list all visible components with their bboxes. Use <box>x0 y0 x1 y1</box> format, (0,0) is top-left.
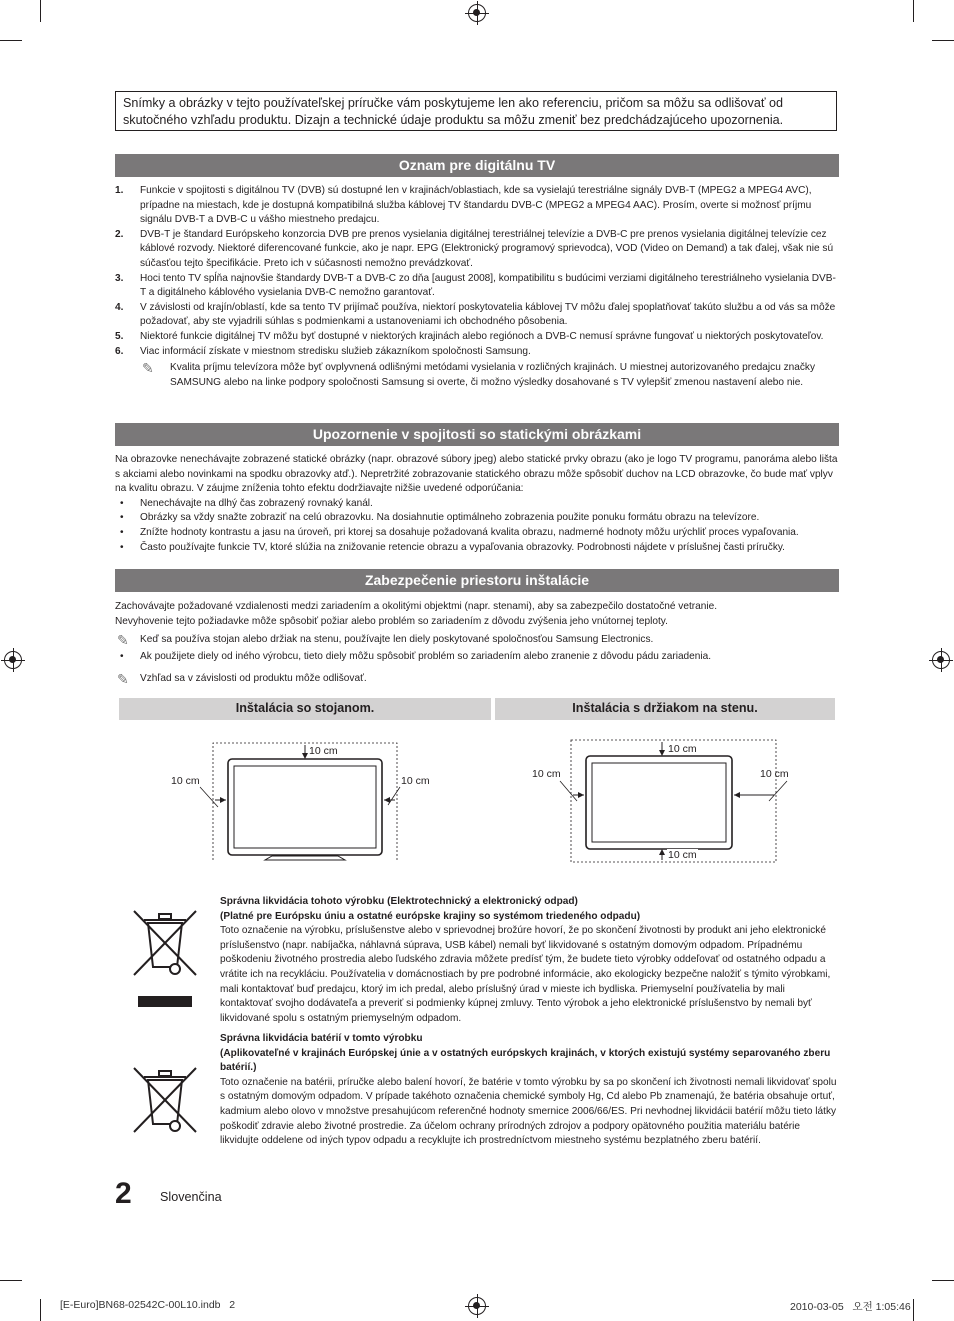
tv-screen <box>234 766 376 848</box>
crop-mark <box>0 1280 22 1281</box>
static-images-content <box>115 453 839 555</box>
static-images-intro: Na obrazovke nenechávajte zobrazené statické obrázky (napr. obrazové súbory jpeg) alebo statické prvky obrazu (ako je logo TV programu, panoráma alebo lišta s akciami alebo novinkami na spodku obrazovky atď.). Nepretržité zobrazovanie statického obrazu môže spôsobiť duchov na LCD obrazovke, čo bude mať vplyv na kvalitu obrazu. V záujme zníženia tohto efektu dodržiavajte nižšie uvedené odporúčania: <box>115 454 838 495</box>
registration-mark-icon <box>932 651 950 669</box>
wall-dim-bottom: 10 cm <box>668 849 697 861</box>
clearance-dashed-outline <box>571 740 776 862</box>
stand-dim-top: 10 cm <box>309 745 338 757</box>
weee-body: Toto označenie na výrobku, príslušenstve alebo v sprievodnej brožúre hovorí, že po skončení životnosti by produkt ani jeho elektronické príslušenstvo (napr. nabíjačka, náhlavná súprava, USB kábel) nemali byť likvidované s ostatným domovým odpadom. Prípadnému poškodeniu životného prostredia alebo ľudského zdravia môžete predísť tým, že budete tieto výrobky oddeľovať od ostatného odpadu a vrátite ich na recykláciu. Používatelia v domácnostiach by pre podrobné informácie, ako ekologicky bezpečne naložiť s týmito výrobkami, mali kontaktovať buď predajcu, ktorý im ich predal, alebo príslušný úrad v mieste ich bydliska. Priemyselní používatelia by mali kontaktovať svojho dodávateľa a preveriť si podmienky kúpnej zmluvy. Tento výrobok a jeho elektronické príslušenstvo by nemali byť likvidované spolu s ostatným priemyselným odpadom. <box>220 925 831 1024</box>
registration-mark-icon <box>468 4 486 22</box>
installation-note-bullets <box>115 650 839 665</box>
list-item: 1. Funkcie v spojitosti s digitálnou TV (DVB) sú dostupné len v krajinách/oblastiach, kde sa vysielajú terestriálne signály DVB-T (MPEG2 a MPEG4 AVC), prípadne na miestach, kde je dostupná kompatibilná služba káblovej TV štandardu DVB-C (MPEG2 a MPEG4 AAC). Prosím, overte si možnosť príjmu signálu DVB-T a DVB-C u vášho miestneho predajcu. <box>115 185 812 226</box>
tv-frame <box>586 756 732 849</box>
list-item: 3. Hoci tento TV spĺňa najnovšie štandardy DVB-T a DVB-C zo dňa [august 2008], kompatibilitu s budúcimi verziami digitálneho terestriálneho vysielania DVB-T a digitálneho káblového vysielania DVB-C nemožno garantovať. <box>115 272 836 299</box>
weee-title: Správna likvidácia tohoto výrobku (Elektrotechnický a elektronický odpad) <box>220 896 578 907</box>
list-item: • Nenechávajte na dlhý čas zobrazený rovnaký kanál. <box>115 497 839 512</box>
page-number: 2 <box>115 1177 132 1210</box>
note: ✎ Kvalita príjmu televízora môže byť ovplyvnená odlišnými metódami vysielania v rozličných krajinách. U miestnej autorizovaného predajcu značky SAMSUNG alebo na linke podpory spoločnosti Samsung si overte, či možno výsledky dosahované s TV vylepšiť zmenou nastavení alebo nie. <box>142 360 816 388</box>
stand-installation-diagram <box>160 735 450 865</box>
crossed-bin-battery-icon <box>130 1062 200 1137</box>
list-item: 2. DVB-T je štandard Európskeho konzorcia DVB pre prenos vysielania digitálnej terestriálnej televízie a DVB-C pre prenos vysielania digitálnej televízie cez káblové rozvody. Niektoré diferencované funkcie, ako je napr. EPG (Elektronický programový sprievodca), VOD (Video on Demand) a tak ďalej, však nie sú súčasťou tejto špecifikácie. Preto ich v súčasnosti nemožno prevádzkovať. <box>115 228 834 269</box>
weee-block <box>220 895 840 1026</box>
wall-dim-right: 10 cm <box>760 768 789 780</box>
disclaimer-box: Snímky a obrázky v tejto používateľskej príručke vám poskytujeme len ako referenciu, pričom sa môžu sa odlišovať od skutočného vzhľadu produktu. Dizajn a technické údaje produktu sa môžu zmeniť bez predchádzajúceho upozornenia. <box>115 91 837 131</box>
section-title-digital-tv: Oznam pre digitálnu TV <box>115 154 839 177</box>
clearance-dashed-outline <box>213 743 397 860</box>
stand-dim-right: 10 cm <box>401 775 430 787</box>
list-item: • Často používajte funkcie TV, ktoré slúžia na znižovanie retencie obrazu a vypaľovania obrazovky. Podrobnosti nájdete v príslušnej časti príručky. <box>115 541 839 556</box>
static-images-bullets <box>115 497 839 555</box>
crop-mark <box>932 40 954 41</box>
tv-stand-base <box>265 856 345 860</box>
digital-tv-list <box>115 184 839 359</box>
crop-mark <box>932 1280 954 1281</box>
registration-mark-icon <box>4 651 22 669</box>
wall-dim-left: 10 cm <box>532 768 561 780</box>
crop-mark <box>913 0 914 22</box>
crossed-bin-weee-icon <box>130 905 200 1010</box>
battery-block <box>220 1032 840 1149</box>
digital-tv-content <box>115 184 839 390</box>
battery-title: Správna likvidácia batérií v tomto výrobku <box>220 1033 423 1044</box>
page-language: Slovenčina <box>160 1190 222 1204</box>
list-item: 4. V závislosti od krajín/oblastí, kde sa tento TV prijímač používa, niektorí poskytovatelia káblovej TV môžu ďalej spoplatňovať takúto službu a od vás sa môže požadovať, aby ste vyjadrili súhlas s podmienkami a ustanoveniami ich obchodného pôsobenia. <box>115 301 836 328</box>
battery-subtitle: (Aplikovateľné v krajinách Európskej únie a v ostatných európskych krajinách, v ktorých existujú systémy separovaného zberu batérií.) <box>220 1047 831 1074</box>
tv-screen <box>592 763 726 842</box>
registration-mark-icon <box>468 1297 486 1315</box>
list-item: • Obrázky sa vždy snažte zobraziť na celú obrazovku. Na dosiahnutie optimálneho zobrazenia použite ponuku formátu obrazu na televízore. <box>115 511 839 526</box>
tv-frame <box>228 759 382 855</box>
note-pencil-icon: ✎ <box>142 360 154 377</box>
list-item: • Ak použijete diely od iného výrobcu, tieto diely môžu spôsobiť problém so zariadením alebo zranenie z dôvodu pádu zariadenia. <box>115 650 839 665</box>
stand-dim-left: 10 cm <box>171 775 200 787</box>
stand-installation-header: Inštalácia so stojanom. <box>119 698 491 720</box>
installation-p2: Nevyhovenie tejto požiadavke môže spôsobiť požiar alebo problém so zariadením z dôvodu zvýšenia jeho vnútornej teploty. <box>115 615 668 627</box>
installation-content <box>115 600 839 687</box>
print-timestamp: 2010-03-05 오전 1:05:46 <box>790 1301 911 1313</box>
list-item: 6. Viac informácií získate v miestnom stredisku služieb zákazníkom spoločnosti Samsung. <box>115 345 531 357</box>
weee-subtitle: (Platné pre Európsku úniu a ostatné európske krajiny so systémom triedeného odpadu) <box>220 910 641 922</box>
note: ✎ Vzhľad sa v závislosti od produktu môže odlišovať. <box>117 671 367 688</box>
installation-p1: Zachovávajte požadované vzdialenosti medzi zariadením a okolitými objektmi (napr. stenami), aby sa zabezpečilo dostatočné vetranie. <box>115 601 718 612</box>
crop-mark <box>913 1299 914 1321</box>
note-pencil-icon: ✎ <box>117 632 129 649</box>
crop-mark <box>40 0 41 22</box>
section-title-static-images: Upozornenie v spojitosti so statickými obrázkami <box>115 423 839 446</box>
note-pencil-icon: ✎ <box>117 671 129 688</box>
section-title-installation: Zabezpečenie priestoru inštalácie <box>115 569 839 592</box>
wall-dim-top: 10 cm <box>668 743 697 755</box>
list-item: • Znížte hodnoty kontrastu a jasu na úroveň, pri ktorej sa dosahuje požadovaná kvalita obrazu, nadmerné hodnoty môžu urýchliť proces vypaľovania. <box>115 526 839 541</box>
crop-mark <box>0 40 22 41</box>
crop-mark <box>40 1299 41 1321</box>
wall-installation-header: Inštalácia s držiakom na stenu. <box>495 698 835 720</box>
note: ✎ Keď sa používa stojan alebo držiak na stenu, používajte len diely poskytované spoločnosťou Samsung Electronics. <box>117 632 654 649</box>
print-file-info: [E-Euro]BN68-02542C-00L10.indb 2 <box>60 1299 236 1311</box>
list-item: 5. Niektoré funkcie digitálnej TV môžu byť dostupné v niektorých krajinách alebo regiónoch a DVB-C nemusí správne fungovať u niektorých poskytovateľov. <box>115 330 824 342</box>
battery-body: Toto označenie na batérii, príručke alebo balení hovorí, že batérie v tomto výrobku by sa po skončení ich životnosti nemali likvidovať spolu s ostatným domovým odpadom. V prípade takéhoto označenia chemické symboly Hg, Cd alebo Pb znamenajú, že batéria obsahuje ortuť, kadmium alebo olovo v množstve presahujúcom referenčné hodnoty smernice 2006/66/ES. Pri nevhodnej likvidácii batérií môžu tieto látky poškodiť zdravie alebo životné prostredie. Za účelom ochrany prírodných zdrojov a podpory opätovného použitia materiálu batérie likvidujte oddelene od iných typov odpadu a recyklujte ich prostredníctvom miestneho systému bezplatného zberu batérií. <box>220 1076 837 1147</box>
